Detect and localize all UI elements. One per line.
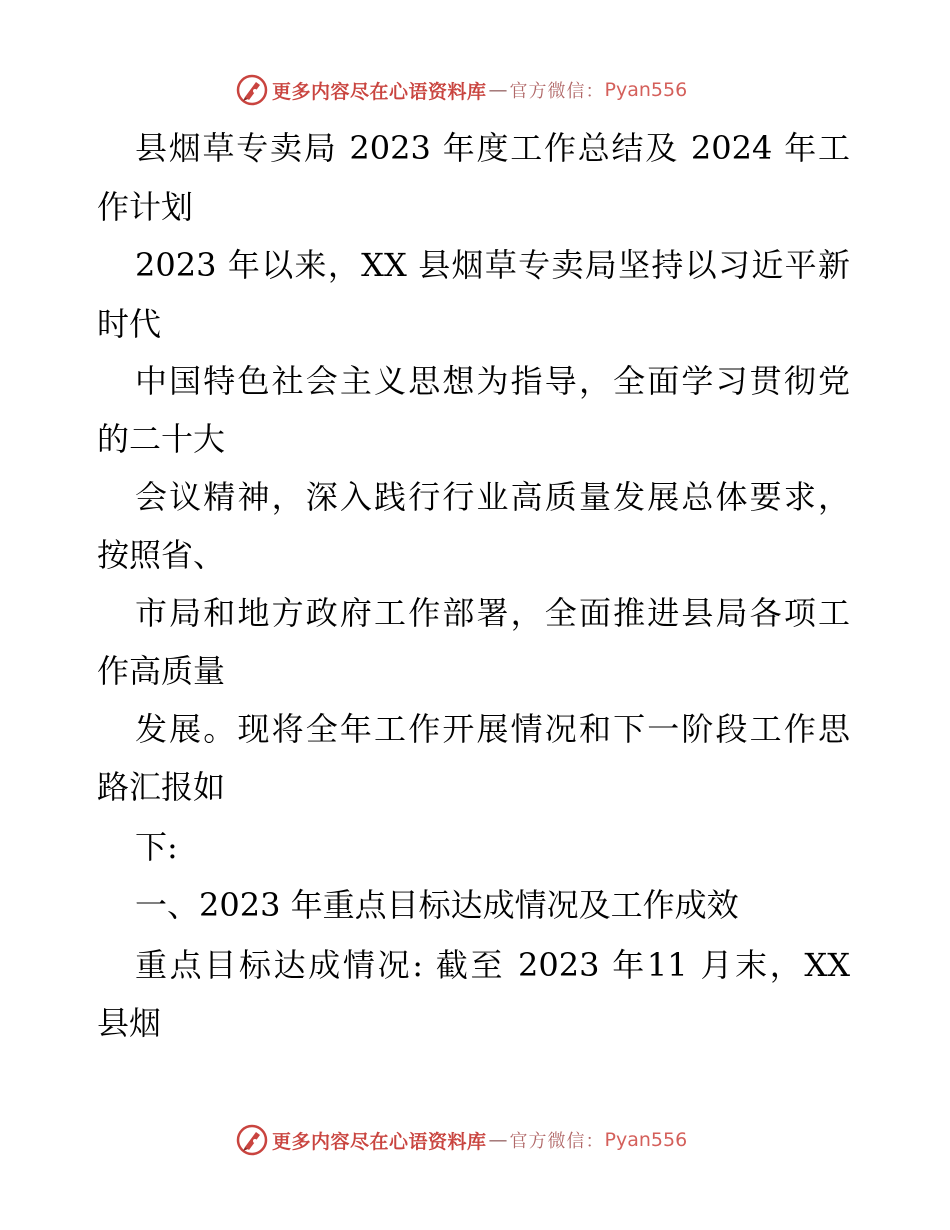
watermark-separator: — <box>488 1129 508 1151</box>
doc-title-line-1: 县烟草专卖局 2023 年度工作总结及 2024 年工 <box>135 129 850 167</box>
watermark-separator: — <box>488 79 508 101</box>
doc-text-line: 中国特色社会主义思想为指导，全面学习贯彻党 <box>135 362 850 400</box>
watermark-label: 官方微信： <box>509 1131 605 1152</box>
quill-pen-logo-icon <box>236 1124 268 1156</box>
watermark-wechat-id: Pyan556 <box>604 79 688 101</box>
quill-pen-logo-icon <box>236 74 268 106</box>
watermark-label: 官方微信： <box>509 81 605 102</box>
section-heading: 一、2023 年重点目标达成情况及工作成效 <box>135 886 739 924</box>
doc-text-line: 市局和地方政府工作部署，全面推进县局各项工 <box>135 594 850 632</box>
doc-text-line: 作高质量 <box>97 652 226 690</box>
doc-text-line: 时代 <box>97 305 162 343</box>
doc-text-line: 重点目标达成情况: 截至 2023 年11 月末，XX <box>135 946 850 984</box>
doc-text-line: 路汇报如 <box>97 768 226 806</box>
watermark-banner-bottom <box>236 1122 756 1158</box>
doc-text-line: 下: <box>135 828 178 866</box>
watermark-banner-top <box>236 72 756 108</box>
doc-text-line: 的二十大 <box>97 420 226 458</box>
doc-text-line: 县烟 <box>97 1004 162 1042</box>
doc-text-line: 发展。现将全年工作开展情况和下一阶段工作思 <box>135 710 850 748</box>
doc-title-line-2: 作计划 <box>97 188 194 226</box>
doc-text-line: 按照省、 <box>97 536 226 574</box>
doc-text-line: 2023 年以来，XX 县烟草专卖局坚持以习近平新 <box>135 246 850 284</box>
watermark-main-text: 更多内容尽在心语资料库 <box>272 80 487 103</box>
watermark-wechat-id: Pyan556 <box>604 1129 688 1151</box>
doc-text-line: 会议精神，深入践行行业高质量发展总体要求， <box>135 478 850 516</box>
watermark-main-text: 更多内容尽在心语资料库 <box>272 1130 487 1153</box>
